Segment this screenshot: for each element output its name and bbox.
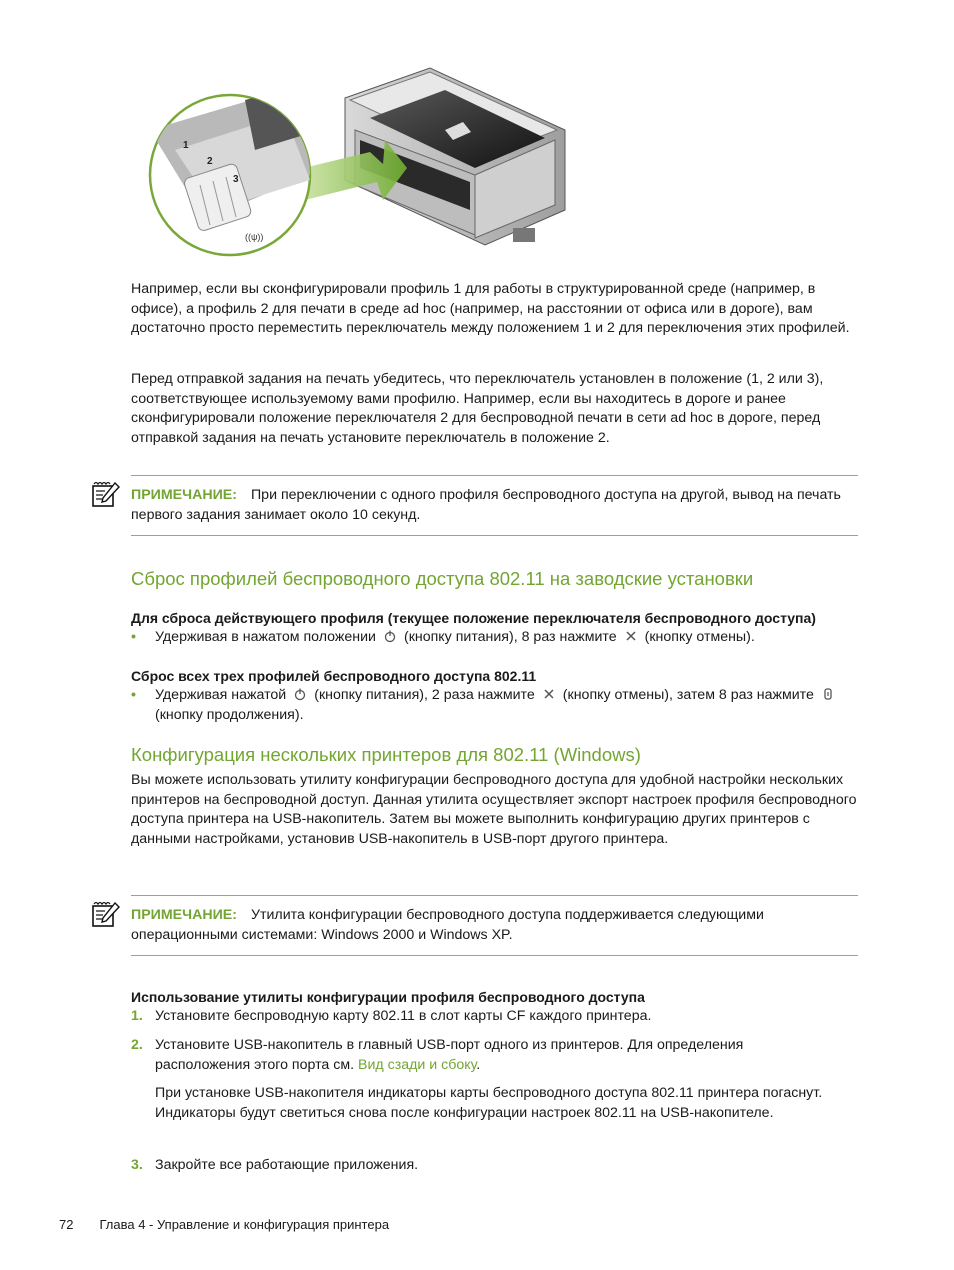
- bullet-reset-all: [131, 686, 858, 725]
- step-2-text: [155, 1036, 835, 1075]
- bullet-2-text-d: (кнопку продолжения).: [155, 706, 304, 723]
- callout-label-3: 3: [233, 174, 239, 185]
- bullet-1-text-a: Удерживая в нажатом положении: [155, 629, 376, 645]
- bullet-2-text-a: Удерживая нажатой: [155, 687, 287, 703]
- note-rule-bottom: [131, 535, 858, 536]
- step-3-number: 3.: [131, 1157, 143, 1173]
- chapter-title: Глава 4 - Управление и конфигурация принтера: [99, 1217, 390, 1232]
- bullet-marker: •: [131, 629, 136, 645]
- step-3-text: Закройте все работающие приложения.: [155, 1157, 419, 1173]
- note-rule-top: [131, 895, 858, 896]
- cancel-button-icon: [541, 687, 557, 701]
- note-2-label: ПРИМЕЧАНИЕ:: [131, 907, 237, 923]
- step-1-text: Установите беспроводную карту 802.11 в слот карты CF каждого принтера.: [155, 1008, 652, 1024]
- rear-side-view-link[interactable]: Вид сзади и сбоку: [358, 1056, 477, 1073]
- note-1-label: ПРИМЕЧАНИЕ:: [131, 487, 237, 503]
- step-2-text-b: .: [476, 1056, 481, 1073]
- wireless-label: ((ψ)): [245, 232, 264, 242]
- bullet-1-text-c: (кнопку отмены).: [644, 629, 755, 645]
- resume-button-icon: [820, 687, 836, 701]
- page-number: 72: [59, 1217, 74, 1232]
- step-2-number: 2.: [131, 1037, 143, 1053]
- step-2-text-a: Установите USB-накопитель в главный USB-порт одного из принтеров. Для определения расположения этого порта см.: [155, 1037, 744, 1073]
- subheading-reset-current: Для сброса действующего профиля (текущее положение переключателя беспроводного доступа): [131, 610, 816, 626]
- callout-label-2: 2: [207, 156, 213, 167]
- cancel-button-icon: [623, 629, 639, 643]
- bullet-2-text-c: (кнопку отмены), затем 8 раз нажмите: [562, 687, 814, 703]
- bullet-reset-current: [131, 628, 858, 648]
- intro-paragraph-1: Например, если вы сконфигурировали профиль 1 для работы в структурированной среде (например, в офисе), а профиль 2 для печати в среде ad hoc (например, на расстоянии от офиса или в дороге), вам достаточно просто переместить переключатель между положением 1 и 2 для переключения этих профилей.: [131, 281, 850, 336]
- step-2-subparagraph: При установке USB-накопителя индикаторы карты беспроводного доступа 802.11 принтера погаснут. Индикаторы будут светиться снова после конфигурации настроек 802.11 на USB-накопителе.: [155, 1085, 823, 1121]
- printer-illustration: [145, 60, 595, 260]
- step-1-number: 1.: [131, 1008, 143, 1024]
- note-2-text: Утилита конфигурации беспроводного доступа поддерживается следующими операционными системами: Windows 2000 и Windows XP.: [131, 907, 764, 943]
- steps-heading: Использование утилиты конфигурации профиля беспроводного доступа: [131, 989, 645, 1005]
- callout-label-1: 1: [183, 140, 189, 151]
- bullet-marker: •: [131, 687, 136, 703]
- note-1-text: При переключении с одного профиля беспроводного доступа на другой, вывод на печать первого задания занимает около 10 секунд.: [131, 487, 841, 523]
- note-1: [131, 486, 858, 525]
- intro-paragraph-2: Перед отправкой задания на печать убедитесь, что переключатель установлен в положение (1, 2 или 3), соответствующее используемому вами профилю. Например, если вы находитесь в дороге и ранее сконфигурировали положение переключателя 2 для беспроводной печати в сети ad hoc в дороге, перед отправкой задания на печать установите переключатель в положение 2.: [131, 371, 824, 446]
- note-rule-top: [131, 475, 858, 476]
- printer-figure: [145, 60, 595, 260]
- section-2-paragraph: Вы можете использовать утилиту конфигурации беспроводного доступа для удобной настройки нескольких принтеров на беспроводной доступ. Данная утилита осуществляет экспорт настроек профиля беспроводного доступа принтера на USB-накопитель. Затем вы можете выполнить конфигурацию других принтеров с данными настройками, установив USB-накопитель в USB-порт другого принтера.: [131, 772, 857, 847]
- note-rule-bottom: [131, 955, 858, 956]
- note-pencil-icon: [90, 900, 120, 930]
- power-button-icon: [292, 687, 308, 701]
- page-footer: [59, 1215, 389, 1235]
- bullet-1-text-b: (кнопку питания), 8 раз нажмите: [403, 629, 617, 645]
- note-2: [131, 906, 858, 945]
- bullet-2-text-b: (кнопку питания), 2 раза нажмите: [314, 687, 535, 703]
- section-heading-multi-printer: Конфигурация нескольких принтеров для 802.11 (Windows): [131, 744, 641, 765]
- subheading-reset-all: Сброс всех трех профилей беспроводного доступа 802.11: [131, 668, 537, 684]
- power-button-icon: [382, 629, 398, 643]
- section-heading-reset: Сброс профилей беспроводного доступа 802.11 на заводские установки: [131, 568, 754, 589]
- note-pencil-icon: [90, 480, 120, 510]
